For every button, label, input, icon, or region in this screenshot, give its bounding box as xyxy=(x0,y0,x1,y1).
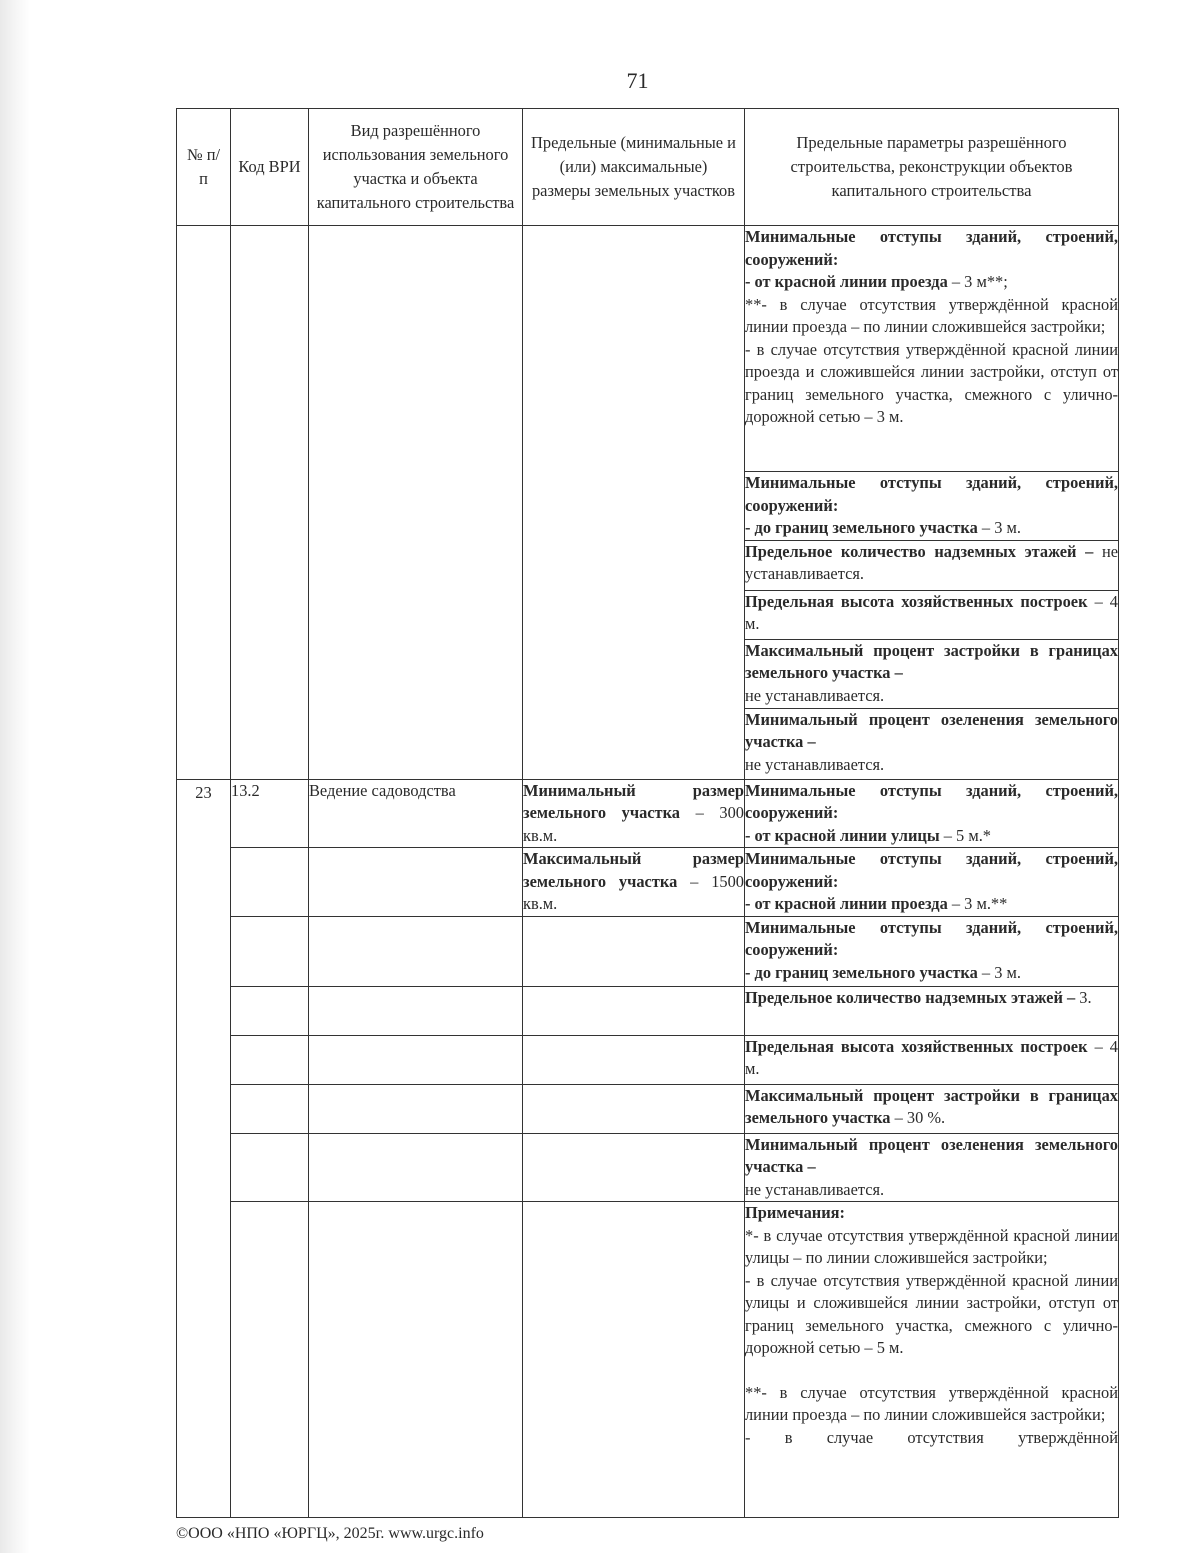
notes-cell xyxy=(745,1202,1119,1518)
header-type: Вид разрешённого использования земельного участка и объекта капитального строительства xyxy=(309,109,523,226)
param-rest: не устанавливается. xyxy=(745,1179,885,1199)
table-row xyxy=(177,1133,1119,1202)
cell-type: Ведение садоводства xyxy=(309,779,523,848)
param-bold: Минимальный процент озеленения земельного участка – xyxy=(745,1134,1118,1176)
param-bold: Предельное количество надземных этажей – xyxy=(745,541,1094,561)
cell-code-empty xyxy=(231,1084,309,1133)
note-text: *- в случае отсутствия утверждённой красной линии улицы – по линии сложившейся застройки; xyxy=(745,1225,1118,1267)
param-rest: не устанавливается. xyxy=(745,541,1118,583)
scan-edge xyxy=(0,0,30,1553)
note-text: **- в случае отсутствия утверждённой красной линии проезда – по линии сложившейся застройки; xyxy=(745,1382,1118,1424)
param-line-rest: – 3 м**; xyxy=(947,272,1008,291)
cell-type-empty xyxy=(309,986,523,1035)
cell-num-empty xyxy=(177,226,231,780)
cell-sizes-empty xyxy=(523,1084,745,1133)
cell-code-empty xyxy=(231,1035,309,1084)
max-size-bold: Максимальный размер земельного участка xyxy=(523,849,744,891)
spacer xyxy=(745,1360,1118,1382)
cell-code-empty xyxy=(231,1202,309,1518)
min-size-bold: Минимальный размер земельного участка xyxy=(523,780,744,822)
cell-code: 13.2 xyxy=(231,779,309,848)
param-line-bold: - до границ земельного участка xyxy=(745,518,978,537)
cell-type-empty xyxy=(309,1133,523,1202)
table-row xyxy=(177,226,1119,472)
param-line-bold: - от красной линии проезда xyxy=(745,894,948,913)
cell-type-empty xyxy=(309,1035,523,1084)
table-header-row xyxy=(177,109,1119,226)
param-cell xyxy=(745,590,1119,639)
param-rest: – 4 м. xyxy=(745,591,1118,633)
cell-sizes-empty xyxy=(523,1202,745,1518)
param-title: Минимальные отступы зданий, строений, сооружений: xyxy=(745,780,1118,822)
cell-min-size xyxy=(523,779,745,848)
param-cell xyxy=(745,779,1119,848)
min-size-rest: – 300 кв.м. xyxy=(523,803,744,845)
param-cell xyxy=(745,916,1119,986)
header-num: № п/п xyxy=(177,109,231,226)
param-cell xyxy=(745,226,1119,472)
param-bold: Минимальный процент озеленения земельного участка – xyxy=(745,709,1118,751)
header-sizes: Предельные (минимальные и (или) максимальные) размеры земельных участков xyxy=(523,109,745,226)
cell-sizes-empty xyxy=(523,916,745,986)
param-line-bold: - от красной линии улицы xyxy=(745,825,940,845)
note-text: - в случае отсутствия утверждённой xyxy=(745,1427,1118,1447)
cell-type-empty xyxy=(309,226,523,780)
cell-code-empty xyxy=(231,986,309,1035)
cell-code-empty xyxy=(231,848,309,917)
cell-code-empty xyxy=(231,1133,309,1202)
param-rest: не устанавливается. xyxy=(745,754,885,774)
page-number: 71 xyxy=(626,68,649,93)
note-text: - в случае отсутствия утверждённой красной линии улицы и сложившейся линии застройки, отступ от границ земельного участка, смежного с улично-дорожной сетью – 5 м. xyxy=(745,1270,1118,1357)
param-rest: – 30 %. xyxy=(890,1108,946,1127)
param-title: Минимальные отступы зданий, строений, сооружений: xyxy=(745,849,1118,891)
param-rest: не устанавливается. xyxy=(745,685,885,705)
header-params: Предельные параметры разрешённого строительства, реконструкции объектов капитального строительства xyxy=(745,109,1119,226)
cell-sizes-empty xyxy=(523,986,745,1035)
param-note: - в случае отсутствия утверждённой красной линии проезда и сложившейся линии застройки, отступ от границ земельного участка, смежного с улично-дорожной сетью – 3 м. xyxy=(745,339,1118,426)
param-cell xyxy=(745,708,1119,779)
param-cell xyxy=(745,1133,1119,1202)
cell-num: 23 xyxy=(177,779,231,1518)
table-row xyxy=(177,1035,1119,1084)
param-bold: Максимальный процент застройки в границах земельного участка xyxy=(745,1085,1118,1127)
param-cell xyxy=(745,540,1119,590)
param-line-rest: – 3 м. xyxy=(977,962,1021,982)
param-cell xyxy=(745,639,1119,708)
table-row xyxy=(177,848,1119,917)
param-line-bold: - до границ земельного участка xyxy=(745,962,978,982)
param-line-bold: - от красной линии проезда xyxy=(745,272,948,291)
table-row xyxy=(177,1202,1119,1518)
param-cell xyxy=(745,472,1119,541)
cell-type-empty xyxy=(309,916,523,986)
param-line-rest: – 3 м.** xyxy=(947,894,1008,913)
param-rest: 3. xyxy=(1075,987,1092,1007)
cell-type-empty xyxy=(309,1084,523,1133)
param-line-rest: – 3 м. xyxy=(977,518,1021,537)
cell-type-empty xyxy=(309,848,523,917)
cell-code-empty xyxy=(231,226,309,780)
regulations-table xyxy=(176,108,1119,1518)
cell-type-empty xyxy=(309,1202,523,1518)
param-cell xyxy=(745,1035,1119,1084)
max-size-rest: – 1500 кв.м. xyxy=(523,871,744,913)
table-row xyxy=(177,779,1119,848)
param-bold: Предельная высота хозяйственных построек xyxy=(745,1036,1088,1056)
table-row xyxy=(177,1084,1119,1133)
footer-copyright: ©ООО «НПО «ЮРГЦ», 2025г. www.urgc.info xyxy=(176,1525,484,1542)
param-cell xyxy=(745,848,1119,917)
param-note: **- в случае отсутствия утверждённой красной линии проезда – по линии сложившейся застройки; xyxy=(745,294,1118,336)
table-row xyxy=(177,916,1119,986)
param-title: Минимальные отступы зданий, строений, сооружений: xyxy=(745,917,1118,959)
param-bold: Предельное количество надземных этажей – xyxy=(745,987,1076,1007)
param-line-rest: – 5 м.* xyxy=(939,825,991,845)
notes-title: Примечания: xyxy=(745,1203,845,1222)
cell-sizes-empty xyxy=(523,1133,745,1202)
cell-code-empty xyxy=(231,916,309,986)
param-title: Минимальные отступы зданий, строений, сооружений: xyxy=(745,473,1118,515)
cell-sizes-empty xyxy=(523,226,745,780)
param-bold: Предельная высота хозяйственных построек xyxy=(745,591,1088,611)
param-bold: Максимальный процент застройки в границах земельного участка – xyxy=(745,640,1118,682)
param-title: Минимальные отступы зданий, строений, сооружений: xyxy=(745,227,1118,269)
param-cell xyxy=(745,986,1119,1035)
param-rest: – 4 м. xyxy=(745,1036,1118,1078)
header-code: Код ВРИ xyxy=(231,109,309,226)
param-cell xyxy=(745,1084,1119,1133)
table-row xyxy=(177,986,1119,1035)
cell-max-size xyxy=(523,848,745,917)
cell-sizes-empty xyxy=(523,1035,745,1084)
